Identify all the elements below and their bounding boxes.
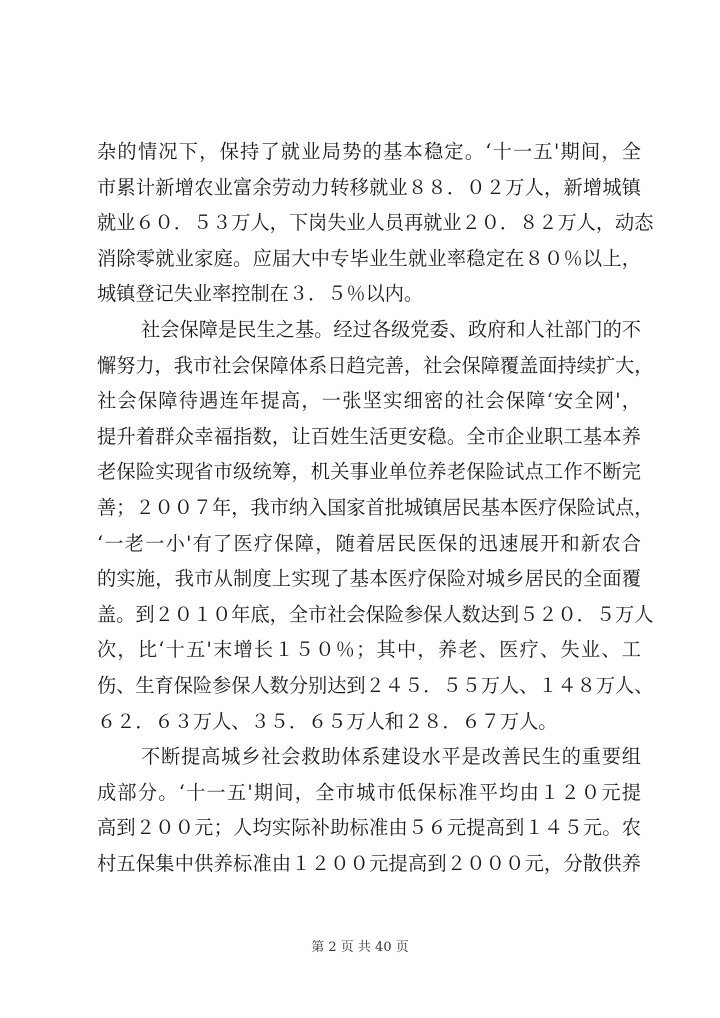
text-line: 懈努力，我市社会保障体系日趋完善，社会保障覆盖面持续扩大，	[97, 353, 654, 377]
text-line: 高到２００元；人均实际补助标准由５６元提高到１４５元。农	[97, 816, 641, 840]
text-line: 消除零就业家庭。应届大中专毕业生就业率稳定在８０％以上，	[97, 246, 641, 270]
page-footer	[0, 936, 720, 955]
text-line: 老保险实现省市级统筹，机关事业单位养老保险试点工作不断完	[97, 460, 641, 484]
text-line: 市累计新增农业富余劳动力转移就业８８．０２万人，新增城镇	[97, 175, 641, 199]
text-line: ６２．６３万人、３５．６５万人和２８．６７万人。	[97, 709, 558, 733]
text-line: 盖。到２０１０年底，全市社会保险参保人数达到５２０．５万人	[97, 602, 654, 626]
text-line: 次，比‘十五'末增长１５０％；其中，养老、医疗、失业、工	[97, 638, 641, 662]
paragraph-social-assistance	[97, 739, 641, 881]
document-body	[97, 134, 654, 881]
text-line: 村五保集中供养标准由１２００元提高到２０００元，分散供养	[97, 851, 641, 875]
text-line: 提升着群众幸福指数，让百姓生活更安稳。全市企业职工基本养	[97, 424, 641, 448]
paragraph-social-security	[97, 312, 654, 739]
text-line: 不断提高城乡社会救助体系建设水平是改善民生的重要组	[141, 745, 641, 769]
text-line: 杂的情况下，保持了就业局势的基本稳定。‘十一五'期间，全	[97, 140, 641, 163]
text-line: 善；２００７年，我市纳入国家首批城镇居民基本医疗保险试点，	[97, 495, 654, 519]
text-line: 社会保障待遇连年提高，一张坚实细密的社会保障‘安全网'，	[97, 389, 641, 413]
text-line: 成部分。‘十一五'期间，全市城市低保标准平均由１２０元提	[97, 780, 641, 804]
text-line: 就业６０．５３万人，下岗失业人员再就业２０．８２万人，动态	[97, 211, 654, 235]
paragraph-employment	[97, 134, 654, 312]
text-line: 伤、生育保险参保人数分别达到２４５．５５万人、１４８万人、	[97, 673, 654, 697]
text-line: 社会保障是民生之基。经过各级党委、政府和人社部门的不	[141, 317, 641, 341]
text-line: 的实施，我市从制度上实现了基本医疗保险对城乡居民的全面覆	[97, 567, 641, 591]
page-number-label: 第 2 页 共 40 页	[311, 940, 409, 955]
text-line: 城镇登记失业率控制在３．５％以内。	[97, 282, 424, 306]
text-line: ‘一老一小'有了医疗保障，随着居民医保的迅速展开和新农合	[97, 531, 641, 555]
